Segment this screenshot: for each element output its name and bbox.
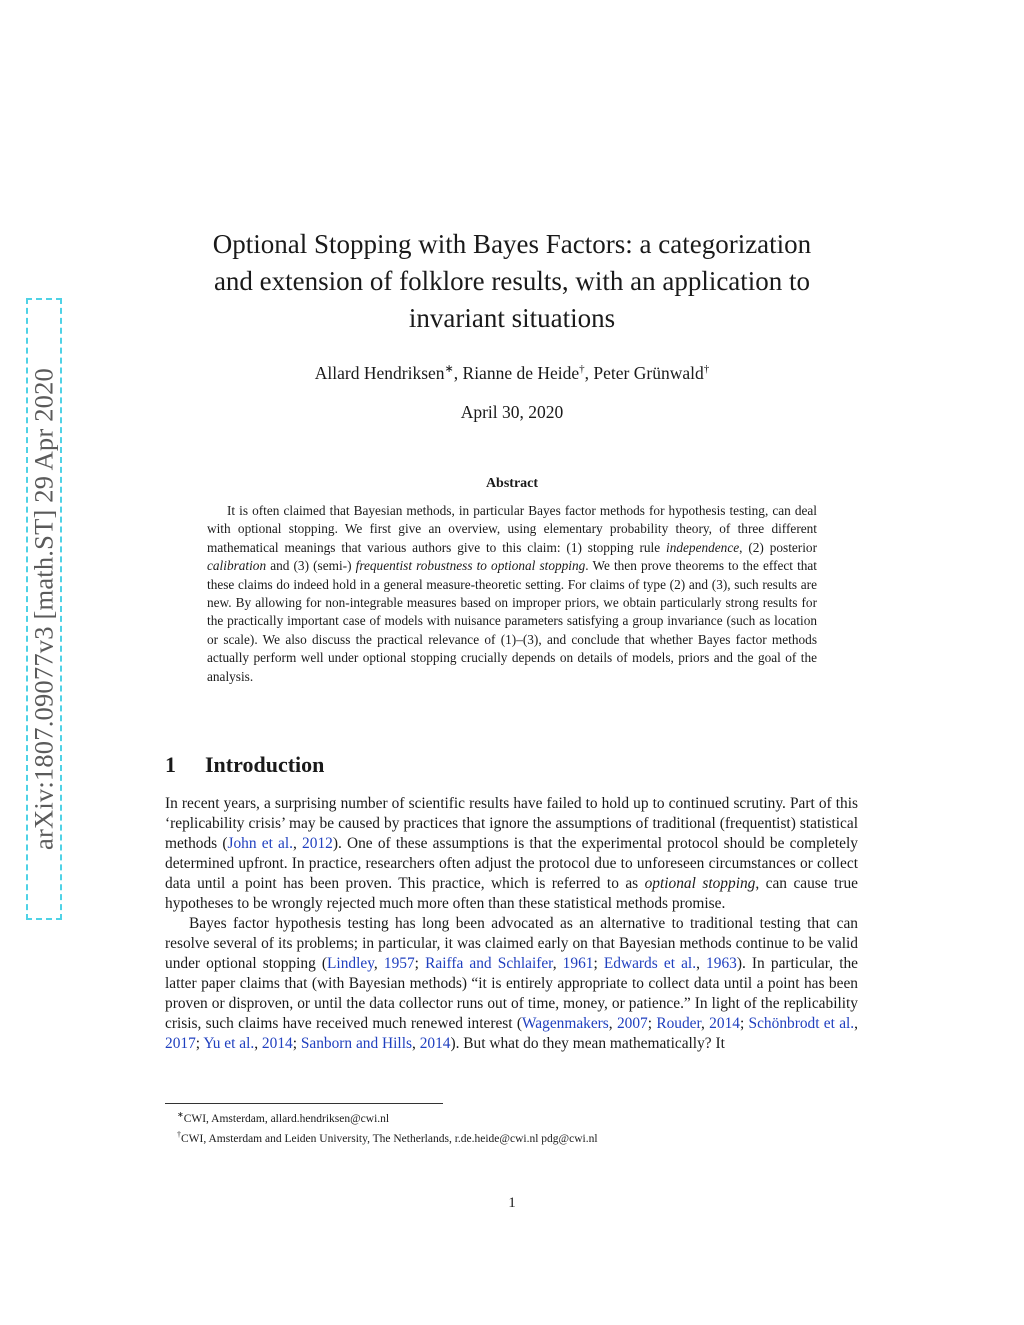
abstract-body [207,502,817,686]
footnote-mark[interactable]: † [579,363,585,375]
text-run: and (3) (semi-) [266,558,356,574]
text-run: ; [414,955,426,972]
text-run: . We then prove theorems to the effect that these claims do indeed hold in a general measure-theoretic setting. For claims of type (2) and (3), such results are new. By allowing for non-integrable measures based on improper priors, we obtain particularly strong results for the practically important case of models with nuisance parameters satisfying a group invariance (such as location or scale). We also discuss the practical relevance of (1)–(3), and conclude that whether Bayes factor methods actually perform well under optional stopping crucially depends on details of models, priors and the goal of the analysis. [207,558,818,684]
text-run: ; [739,1015,749,1032]
title-line: invariant situations [408,303,616,333]
text-run: ). In particular, the latter paper claims that (with Bayesian methods) “it is entirely appropriate to collect data until a point has been proven or disproven, or until the data collector runs out of time, money, or patience.” In light of the replicability crisis, such claims have received much renewed interest ( [165,955,859,1032]
citation-link[interactable]: Sanborn and Hills [300,1035,412,1052]
text-run: ; [195,1035,204,1052]
text-run: , [254,1035,262,1052]
publication-date: April 30, 2020 [460,401,564,422]
footnote: †CWI, Amsterdam and Leiden University, The Netherlands, r.de.heide@cwi.nl pdg@cwi.nl [177,1129,598,1145]
title-line: Optional Stopping with Bayes Factors: a categorization [212,229,812,259]
citation-link[interactable]: 1961 [562,955,594,972]
text-run: ; [647,1015,657,1032]
text-run: , [293,835,303,852]
author-name: Peter Grünwald [593,362,704,383]
section-number: 1 [165,752,176,777]
abstract-heading: Abstract [485,476,539,491]
text-run: , can cause true hypotheses to be wrongly rejected much more often than these statistical methods promise. [165,875,858,912]
citation-link[interactable]: 2014 [261,1035,293,1052]
author-name: Allard Hendriksen [314,362,445,383]
text-run: Bayes factor hypothesis testing has long been advocated as an alternative to traditional testing that can resolve several of its problems; in particular, it was claimed early on that Bayesian methods continue to be valid under optional stopping ( [165,915,858,972]
text-run: , [411,1035,420,1052]
citation-link[interactable]: Wagenmakers [522,1015,609,1032]
text-run: It is often claimed that Bayesian methods, in particular Bayes factor methods for hypothesis testing, can deal with optional stopping. We first give an overview, using elementary probability theory, of three different mathematical meanings that various authors give to this claim: (1) stopping rule [207,503,817,555]
text-run: ; [292,1035,301,1052]
paper-title [164,226,860,337]
text-run: , [373,955,384,972]
text-run: , [696,955,707,972]
citation-link[interactable]: 2017 [165,1035,196,1052]
emphasis-text: independence [666,539,740,555]
citation-link[interactable]: Rouder [656,1015,702,1032]
text-run: ; [593,955,604,972]
text-run: In recent years, a surprising number of scientific results have failed to hold up to continued scrutiny. Part of this ‘replicability crisis’ may be caused by practices that ignore the assumptions of traditional (frequentist) statistical methods ( [165,795,858,852]
citation-link[interactable]: Yu et al. [203,1035,255,1052]
citation-link[interactable]: 1963 [706,955,737,972]
text-run: , [552,955,563,972]
citation-link[interactable]: 1957 [383,955,415,972]
page-number: 1 [508,1195,516,1211]
text-run: , [608,1015,617,1032]
citation-link[interactable]: Lindley [327,955,374,972]
emphasis-text: calibration [207,558,267,574]
citation-link[interactable]: Edwards et al. [603,955,697,972]
citation-link[interactable]: 2012 [302,835,333,852]
footnotes [165,1107,858,1147]
citation-link[interactable]: 2014 [419,1035,451,1052]
section-title: Introduction [205,752,325,777]
abstract [207,476,817,686]
title-block [164,226,860,423]
title-line: and extension of folklore results, with an application to [213,266,811,296]
citation-link[interactable]: Schönbrodt et al. [748,1015,855,1032]
introduction-body [165,794,858,1054]
citation-link[interactable]: Raiffa and Schlaifer [425,955,553,972]
emphasis-text: optional stopping [644,875,756,892]
body-paragraph [165,794,858,914]
footnote-mark[interactable]: † [703,363,710,375]
citation-link[interactable]: 2014 [709,1015,740,1032]
body-paragraph [165,914,858,1054]
emphasis-text: frequentist robustness to optional stopping [355,558,586,574]
footnote-rule [165,1103,443,1104]
footnote-mark[interactable]: ∗ [444,363,454,375]
citation-link[interactable]: 2007 [616,1015,648,1032]
text-run: ). But what do they mean mathematically? It [450,1035,725,1052]
text-run: , (2) posterior [739,539,817,555]
text-run: , [854,1015,859,1032]
author-name: Rianne de Heide [462,362,580,383]
arxiv-identifier[interactable]: arXiv:1807.09077v3 [math.ST] 29 Apr 2020 [28,367,59,851]
text-run: ). One of these assumptions is that the experimental protocol should be completely determined upfront. In practice, researchers often adjust the protocol due to unforeseen circumstances or collect data until a point has been proven. This practice, which is referred to as [165,835,858,892]
citation-link[interactable]: John et al. [227,835,293,852]
text-run: , [701,1015,710,1032]
section-heading [165,752,324,778]
footnote: ∗CWI, Amsterdam, allard.hendriksen@cwi.nl [177,1110,390,1125]
author-list: Allard Hendriksen∗, Rianne de Heide†, Peter Grünwald† [314,362,710,383]
